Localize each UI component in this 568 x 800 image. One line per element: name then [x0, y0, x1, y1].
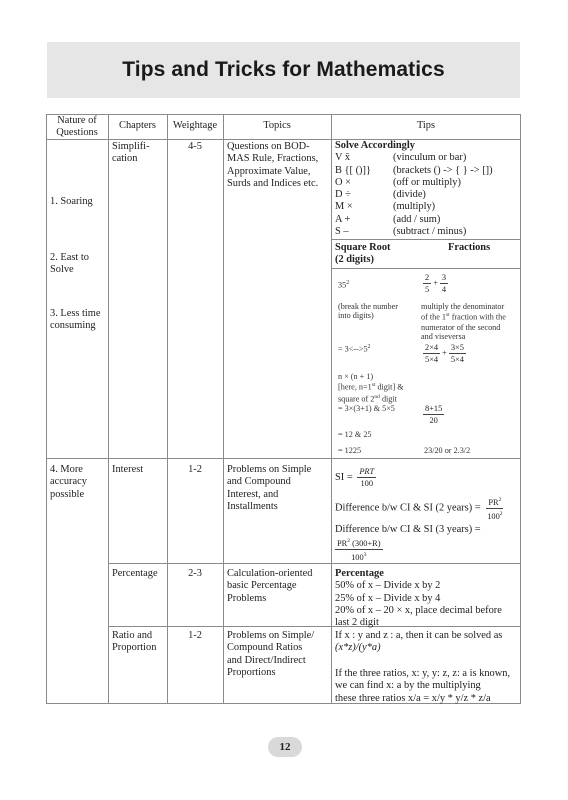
bodmas-title: Solve Accordingly — [335, 140, 415, 151]
chapter-ratio: Ratio and Proportion — [112, 630, 157, 654]
header-weightage: Weightage — [172, 120, 218, 131]
nature-east-to-solve: 2. East to Solve — [50, 252, 89, 276]
fraction-step-1: $\frac{2\times 4}{5\times 4}$ + $\frac{3\times 5}{5\times 4}$ — [425, 343, 464, 364]
row-divider — [331, 268, 521, 269]
sq-number: $35^2$ — [338, 280, 350, 290]
header-tips: Tips — [416, 120, 436, 131]
ci-si-diff-2yr: Difference b/w CI & SI (2 years) = $\frac{PR^2}{100^2}$ — [335, 497, 503, 521]
fraction-expression: $\frac{2}{5}$ + $\frac{3}{4}$ — [425, 273, 447, 294]
chapter-simplification: Simplifi- cation — [112, 141, 150, 165]
sq-step-3: = 12 & 25 — [338, 430, 372, 439]
sq-rule: n × (n + 1) [here, n=1st digit] & square of 2nd digit — [338, 372, 404, 404]
fraction-step-2: $\frac{8+15}{20}$ — [425, 404, 443, 425]
topics-interest: Problems on Simple and Compound Interest, and Installments — [227, 464, 312, 512]
sq-step-4: = 1225 — [338, 446, 362, 455]
fraction-note: multiply the denominator of the 1st fraction with the numerator of the second and viseversa — [421, 302, 506, 341]
page-title: Tips and Tricks for Mathematics — [122, 58, 445, 81]
chapter-interest: Interest — [112, 464, 144, 475]
sq-step-2: = 3×(3+1) & 5×5 — [338, 404, 395, 413]
ci-si-diff-3yr: Difference b/w CI & SI (3 years) = $\frac{PR^2 (300+R)}{100^3}$ — [335, 524, 481, 562]
weightage-interest: 1-2 — [188, 464, 202, 475]
tips-percentage: Percentage 50% of x – Divide x by 2 25% of x – Divide x by 4 20% of x – 20 × x, place decimal before last 2 digit — [335, 568, 502, 629]
weightage-simplification: 4-5 — [188, 141, 202, 152]
header-topics: Topics — [263, 120, 291, 131]
column-divider — [167, 114, 168, 704]
header-nature: Nature of Questions — [56, 115, 98, 138]
topics-ratio: Problems on Simple/ Compound Ratios and Direct/Indirect Proportions — [227, 630, 315, 678]
weightage-percentage: 2-3 — [188, 568, 202, 579]
fractions-title: Fractions — [448, 242, 491, 253]
tips-bodmas — [335, 140, 517, 238]
square-root-title: Square Root (2 digits) — [335, 242, 391, 266]
table-border-left — [46, 114, 47, 704]
column-divider — [108, 114, 109, 704]
simple-interest-formula: SI = $\frac{\text{PRT}}{100}$ — [335, 467, 375, 488]
tips-table — [46, 114, 521, 704]
page-number: 12 — [268, 737, 302, 757]
bodmas-list: V x̄ (vinculum or bar) B {[ ()]} (brackets () -> { } -> []) O × (off or multiply) D ÷ (divide) M × (multiply) A + (add / sum) S – (subtract / minus) — [335, 152, 493, 238]
sq-step-1: = $3<-->5^2$ — [338, 344, 371, 354]
topics-percentage: Calculation-oriented basic Percentage Problems — [227, 568, 313, 604]
sq-break-note: (break the number into digits) — [338, 302, 399, 321]
nature-more-accuracy: 4. More accuracy possible — [50, 464, 87, 500]
table-border-right — [520, 114, 521, 704]
topics-simplification: Questions on BOD- MAS Rule, Fractions, Approximate Value, Surds and Indices etc. — [227, 141, 319, 189]
row-divider — [331, 239, 521, 240]
row-divider — [46, 458, 521, 459]
weightage-ratio: 1-2 — [188, 630, 202, 641]
nature-less-time: 3. Less time consuming — [50, 308, 101, 332]
tips-ratio-rule-1: If x : y and z : a, then it can be solved as (x*z)/(y*a) — [335, 630, 503, 654]
chapter-percentage: Percentage — [112, 568, 158, 579]
column-divider — [331, 114, 332, 704]
title-banner — [47, 42, 520, 98]
table-border-top — [46, 114, 521, 115]
header-chapters: Chapters — [119, 120, 156, 131]
row-divider — [108, 563, 521, 564]
tips-ratio-rule-2: If the three ratios, x: y, y: z, z: a is known, we can find x: a by the multiplying these three ratios x/a = x/y * y/z * z/a — [335, 668, 511, 704]
fraction-result: 23/20 or 2.3/2 — [424, 446, 471, 455]
nature-soaring: 1. Soaring — [50, 196, 93, 207]
column-divider — [223, 114, 224, 704]
